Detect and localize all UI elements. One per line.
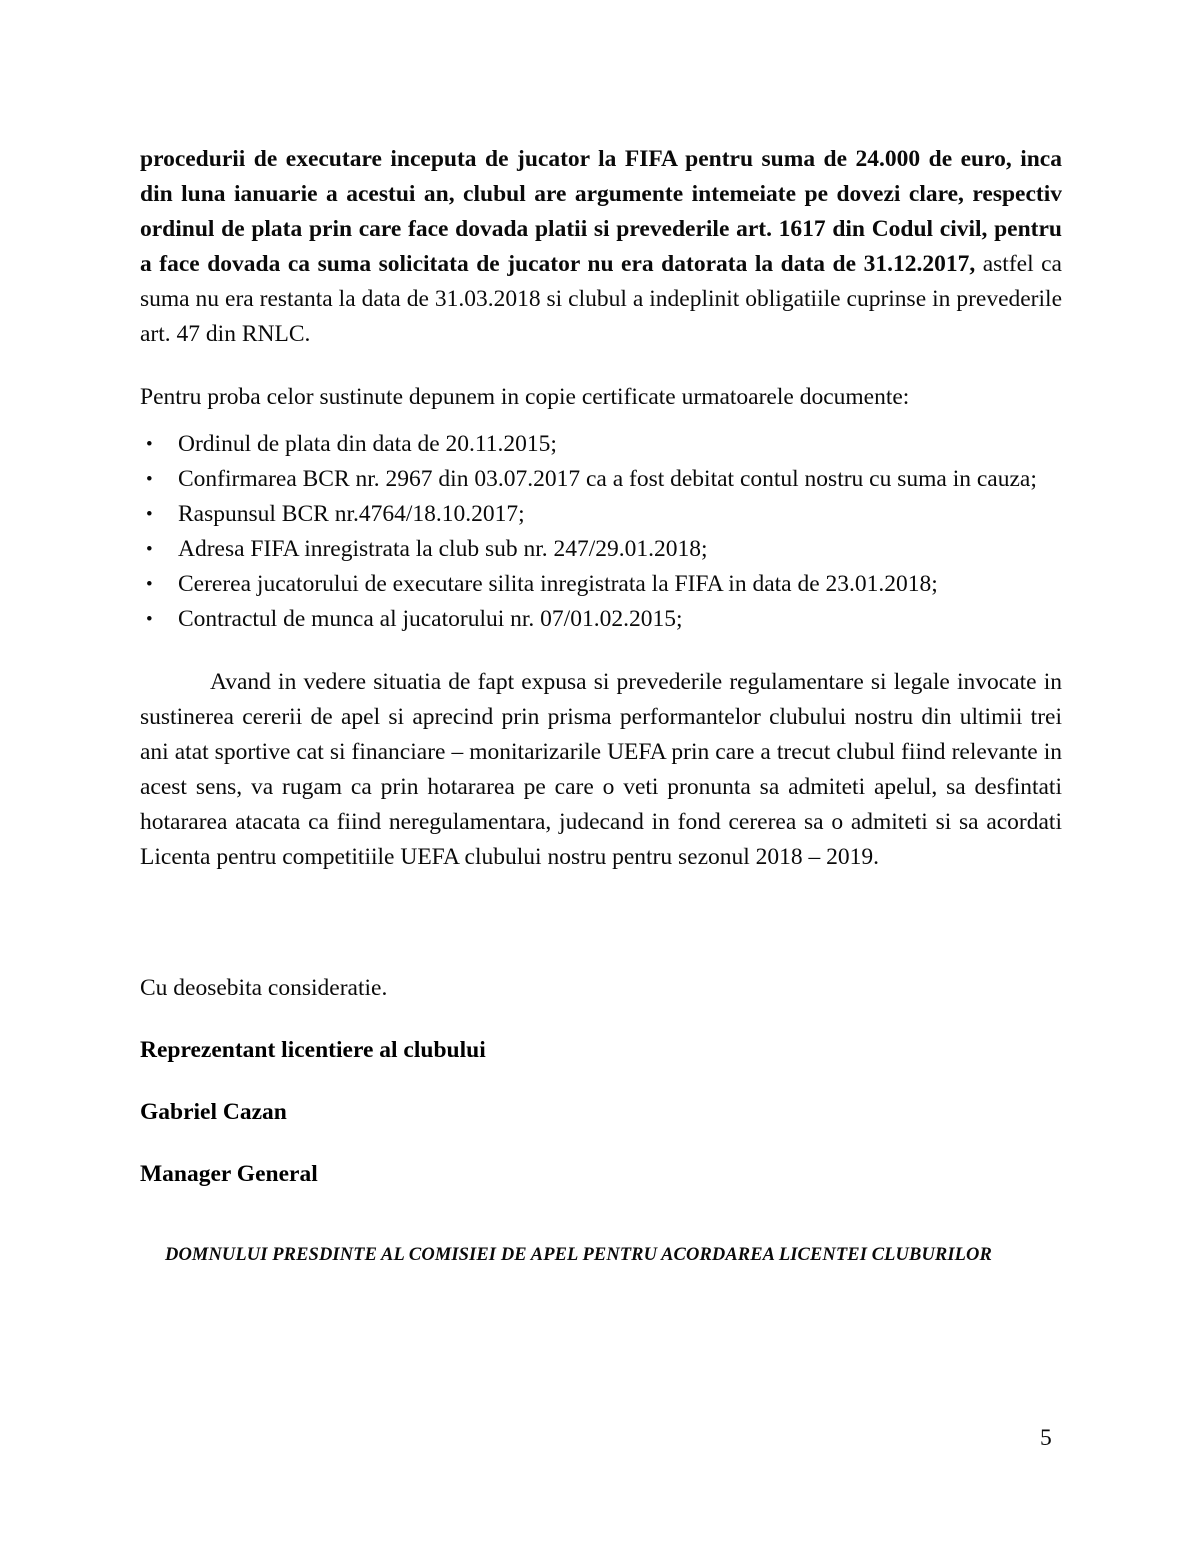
- list-item-label: Confirmarea BCR nr. 2967 din 03.07.2017 ca a fost debitat contul nostru cu suma in cauza;: [178, 466, 1037, 492]
- page-number: 5: [1040, 1425, 1052, 1451]
- paragraph-regular-segment: astfel ca suma nu era restanta la data de 31.03.2018 si clubul a indeplinit obligatiile cuprinse in prevederile art. 47 din RNLC.: [140, 251, 1062, 347]
- list-item-label: Contractul de munca al jucatorului nr. 07/01.02.2015;: [178, 606, 683, 632]
- closing-salutation: Cu deosebita consideratie.: [140, 975, 388, 1001]
- list-item: [140, 532, 1062, 567]
- signature-name: Gabriel Cazan: [140, 1099, 287, 1125]
- list-item: [140, 497, 1062, 532]
- documents-list: [140, 427, 1062, 637]
- bullet-icon: •: [146, 574, 153, 595]
- signature-position: Manager General: [140, 1161, 318, 1187]
- signature-role-title: Reprezentant licentiere al clubului: [140, 1037, 486, 1063]
- paragraph-appeal-arguments: [140, 142, 1062, 352]
- bullet-icon: •: [146, 434, 153, 455]
- list-item: [140, 567, 1062, 602]
- list-item-label: Raspunsul BCR nr.4764/18.10.2017;: [178, 501, 525, 527]
- list-item-label: Cererea jucatorului de executare silita inregistrata la FIFA in data de 23.01.2018;: [178, 571, 938, 597]
- bullet-icon: •: [146, 469, 153, 490]
- paragraph-evidence-intro: Pentru proba celor sustinute depunem in copie certificate urmatoarele documente:: [140, 384, 910, 410]
- bullet-icon: •: [146, 609, 153, 630]
- paragraph-appeal-request: Avand in vedere situatia de fapt expusa si prevederile regulamentare si legale invocate in sustinerea cererii de apel si aprecind prin prisma performantelor clubului nostru din ultimii trei ani atat sportive cat si financiare – monitarizarile UEFA prin care a trecut clubul fiind relevante in acest sens, va rugam ca prin hotararea pe care o veti pronunta sa admiteti apelul, sa desfintati hotararea atacata ca fiind neregulamentara, judecand in fond cererea sa o admiteti si sa acordati Licenta pentru competitiile UEFA clubului nostru pentru sezonul 2018 – 2019.: [140, 669, 1062, 870]
- bullet-icon: •: [146, 539, 153, 560]
- list-item-label: Adresa FIFA inregistrata la club sub nr. 247/29.01.2018;: [178, 536, 708, 562]
- bullet-icon: •: [146, 504, 153, 525]
- list-item: [140, 462, 1062, 497]
- paragraph-bold-segment: procedurii de executare inceputa de jucator la FIFA pentru suma de 24.000 de euro, inca din luna ianuarie a acestui an, clubul are argumente intemeiate pe dovezi clare, respectiv ordinul de plata prin care face dovada platii si prevederile art. 1617 din Codul civil, pentru a face dovada ca suma solicitata de jucator nu era datorata la data de 31.12.2017,: [140, 146, 1062, 277]
- footer-addressee-note: DOMNULUI PRESDINTE AL COMISIEI DE APEL PENTRU ACORDAREA LICENTEI CLUBURILOR: [165, 1245, 992, 1265]
- document-body: [140, 142, 1062, 1216]
- list-item: [140, 602, 1062, 637]
- list-item-label: Ordinul de plata din data de 20.11.2015;: [178, 431, 557, 457]
- list-item: [140, 427, 1062, 462]
